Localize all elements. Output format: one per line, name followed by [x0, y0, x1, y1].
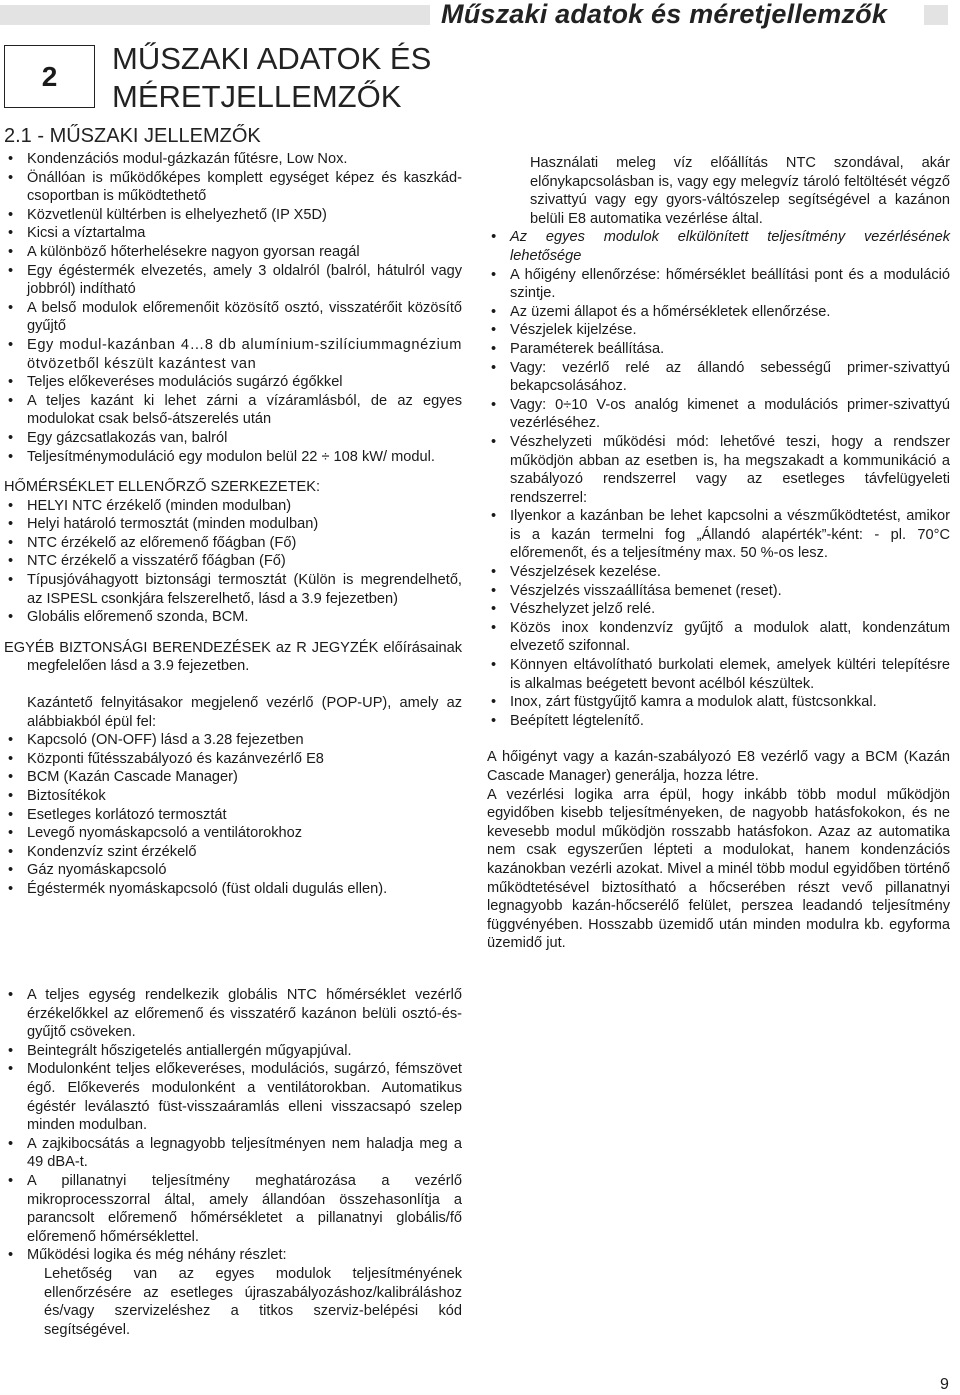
safety-list — [4, 731, 462, 898]
chapter-title-line1: MŰSZAKI ADATOK ÉS — [112, 41, 432, 76]
list-item: • Közvetlenül kültérben is elhelyezhető (IP X5D) — [4, 206, 462, 225]
hot-water-intro: Használati meleg víz előállítás NTC szondával, akár előnykapcsolásban is, vagy egy melegvíz tároló feltöltését végző szivattyú vagy egy gyors-váltószelep segítségével a kazánon belüli E8 automatika vezérlése által. — [530, 155, 950, 227]
list-item: • Egy gázcsatlakozás van, balról — [4, 429, 462, 448]
list-item: • Modulonként teljes előkeveréses, modulációs, sugárzó, fémszövet égő. Előkeverés modulonként a ventilátorokban. Automatikus égéstér leválasztó füst-visszaáramlás elleni visszacsapó szelep minden modulban. — [4, 1060, 462, 1134]
list-item: • Kondenzvíz szint érzékelő — [4, 843, 462, 862]
list-item: • Ilyenkor a kazánban be lehet kapcsolni a vészműködtetést, amikor is a kazán termelni fog „Állandó alapérték”-ként: - pl. 70°C előremenőt, és a teljesítmény max. 50 %-os lesz. — [487, 507, 950, 563]
list-item: • Vészjelzés visszaállítása bemenet (reset). — [487, 582, 950, 601]
section-title: 2.1 - MŰSZAKI JELLEMZŐK — [4, 125, 261, 147]
chapter-title — [112, 40, 431, 116]
list-item: • A teljes kazánt ki lehet zárni a vízáramlásból, de az egyes modulokat csak belső-átszerelés után — [4, 392, 462, 429]
header-band — [0, 5, 430, 25]
list-item: • Egy égéstermék elvezetés, amely 3 oldalról (balról, hátulról vagy jobbról) indítható — [4, 262, 462, 299]
list-item: • Az egyes modulok elkülönített teljesítmény vezérlésének lehetősége — [487, 228, 950, 265]
list-item: • Vészhelyzet jelző relé. — [487, 600, 950, 619]
list-item: • Vészjelek kijelzése. — [487, 321, 950, 340]
safety-intro: Kazántető felnyitásakor megjelenő vezérlő (POP-UP), amely az alábbiakból épül fel: — [27, 695, 462, 730]
list-item: • Típusjóváhagyott biztonsági termosztát (Külön is megrendelhető, az ISPESL csonkjára felszerelhető, lásd a 3.9 fejezetben) — [4, 571, 462, 608]
list-item: • Központi fűtésszabályozó és kazánvezérlő E8 — [4, 750, 462, 769]
list-item: • Önállóan is működőképes komplett egységet képez és kaszkád-csoportban is működtethető — [4, 169, 462, 206]
list-item: • Inox, zárt füstgyűjtő kamra a modulok alatt, füstcsonkkal. — [487, 693, 950, 712]
list-item: • Gáz nyomáskapcsoló — [4, 861, 462, 880]
list-item: • Vészjelzések kezelése. — [487, 563, 950, 582]
list-item: • Esetleges korlátozó termosztát — [4, 806, 462, 825]
list-item: • Kicsi a víztartalma — [4, 224, 462, 243]
left-column — [4, 150, 462, 899]
list-item: • A hőigény ellenőrzése: hőmérséklet beállítási pont és a moduláció szintje. — [487, 266, 950, 303]
bottom-list — [4, 986, 462, 1265]
list-item: • Égéstermék nyomáskapcsoló (füst oldali dugulás ellen). — [4, 880, 462, 899]
features-list — [4, 150, 462, 466]
list-item: • Teljesítménymoduláció egy modulon belül 22 ÷ 108 kW/ modul. — [4, 448, 462, 467]
list-item: • Kapcsoló (ON-OFF) lásd a 3.28 fejezetben — [4, 731, 462, 750]
list-item: • Könnyen eltávolítható burkolati elemek, amelyek kültéri telepítésre is alkalmas beégetett bevont acélból készültek. — [487, 656, 950, 693]
list-item: • NTC érzékelő a visszatérő főágban (Fő) — [4, 552, 462, 571]
chapter-title-line2: MÉRETJELLEMZŐK — [112, 79, 402, 114]
list-item: • Egy modul-kazánban 4…8 db alumínium-szilíciummagnézium ötvözetből készült kazántest van — [4, 336, 462, 373]
bottom-block — [4, 986, 462, 1339]
list-item: • Teljes előkeveréses modulációs sugárzó égőkkel — [4, 373, 462, 392]
right-column — [487, 154, 950, 953]
list-item: • A belső modulok előremenőit közösítő osztó, visszatérőit közösítő gyűjtő — [4, 299, 462, 336]
list-item: • Beépített légtelenítő. — [487, 712, 950, 731]
list-item: • BCM (Kazán Cascade Manager) — [4, 768, 462, 787]
control-features-list — [487, 228, 950, 730]
list-item: • Beintegrált hőszigetelés antiallergén műgyapjúval. — [4, 1042, 462, 1061]
service-note: Lehetőség van az egyes modulok teljesítményének ellenőrzésére az esetleges újraszabályozáshoz/kalibráláshoz és/vagy szervizeléshez a titkos szerviz-belépési kód segítségével. — [44, 1265, 462, 1338]
list-item: • A teljes egység rendelkezik globális NTC hőmérséklet vezérlő érzékelőkkel az előremenő és visszatérő kazánon belüli osztó-és-gyűjtő csöveken. — [4, 986, 462, 1042]
safety-heading: EGYÉB BIZTONSÁGI BERENDEZÉSEK az R JEGYZÉK előírásainak megfelelően lásd a 3.9 fejezetben. — [4, 639, 462, 675]
running-title: Műszaki adatok és méretjellemzők — [441, 0, 888, 29]
list-item: • Vagy: 0÷10 V-os analóg kimenet a modulációs primer-szivattyú vezérléséhez. — [487, 396, 950, 433]
heat-demand-paragraph: A hőigényt vagy a kazán-szabályozó E8 vezérlő vagy a BCM (Kazán Cascade Manager) generálja, hozza létre. — [487, 749, 950, 784]
temp-controls-heading: HŐMÉRSÉKLET ELLENŐRZŐ SZERKEZETEK: — [4, 479, 321, 496]
list-item: • HELYI NTC érzékelő (minden modulban) — [4, 497, 462, 516]
list-item: • A különböző hőterhelésekre nagyon gyorsan reagál — [4, 243, 462, 262]
header-corner-square — [924, 5, 948, 25]
list-item: • Paraméterek beállítása. — [487, 340, 950, 359]
list-item: • Biztosítékok — [4, 787, 462, 806]
list-item: • Az üzemi állapot és a hőmérsékletek ellenőrzése. — [487, 303, 950, 322]
list-item: • Levegő nyomáskapcsoló a ventilátorokhoz — [4, 824, 462, 843]
list-item: • Globális előremenő szonda, BCM. — [4, 608, 462, 627]
list-item: • Kondenzációs modul-gázkazán fűtésre, Low Nox. — [4, 150, 462, 169]
control-logic-paragraph: A vezérlési logika arra épül, hogy inkább több modul működjön egyidőben kisebb teljesítményeken, de nagyobb hatásfokokon, és ne kevesebb modul működjön rosszabb hatásfokon. Azaz az automatika nem csak egyszerűen lépteti a modulokat, hanem kondenzációs kazánokban vezérli azokat. Mivel a minél több modul egyidőben történő működtetésével biztosítható a hőcserében részt vevő pillanatnyi legnagyobb kazán-hőcserélő felület, perszea leadandó teljesítmény függvényében. Hosszabb üzemidő után minden modulra kb. egyforma üzemidő jut. — [487, 786, 950, 952]
list-item: • A pillanatnyi teljesítmény meghatározása a vezérlő mikroprocesszorral által, amely állandóan összehasonlítja a parancsolt előremenő hőmérsékletet a pillanatnyi globális/fő előremenő hőmérséklettel. — [4, 1172, 462, 1246]
chapter-number: 2 — [4, 45, 95, 108]
list-item: • A zajkibocsátás a legnagyobb teljesítményen nem haladja meg a 49 dBA-t. — [4, 1135, 462, 1172]
list-item: • Vészhelyzeti működési mód: lehetővé teszi, hogy a rendszer működjön abban az esetben is, ha megszakadt a kommunikáció a szabályozó rendszerrel vagy az esetleges távfelügyeleti rendszerrel: — [487, 433, 950, 507]
list-item: • Helyi határoló termosztát (minden modulban) — [4, 515, 462, 534]
list-item: • Közös inox kondenzvíz gyűjtő a modulok alatt, kondenzátum elvezető szifonnal. — [487, 619, 950, 656]
list-item: • Vagy: vezérlő relé az állandó sebességű primer-szivattyú bekapcsolásához. — [487, 359, 950, 396]
list-item: • Működési logika és még néhány részlet: — [4, 1246, 462, 1265]
page-number: 9 — [940, 1376, 949, 1393]
list-item: • NTC érzékelő az előremenő főágban (Fő) — [4, 534, 462, 553]
temp-controls-list — [4, 497, 462, 627]
